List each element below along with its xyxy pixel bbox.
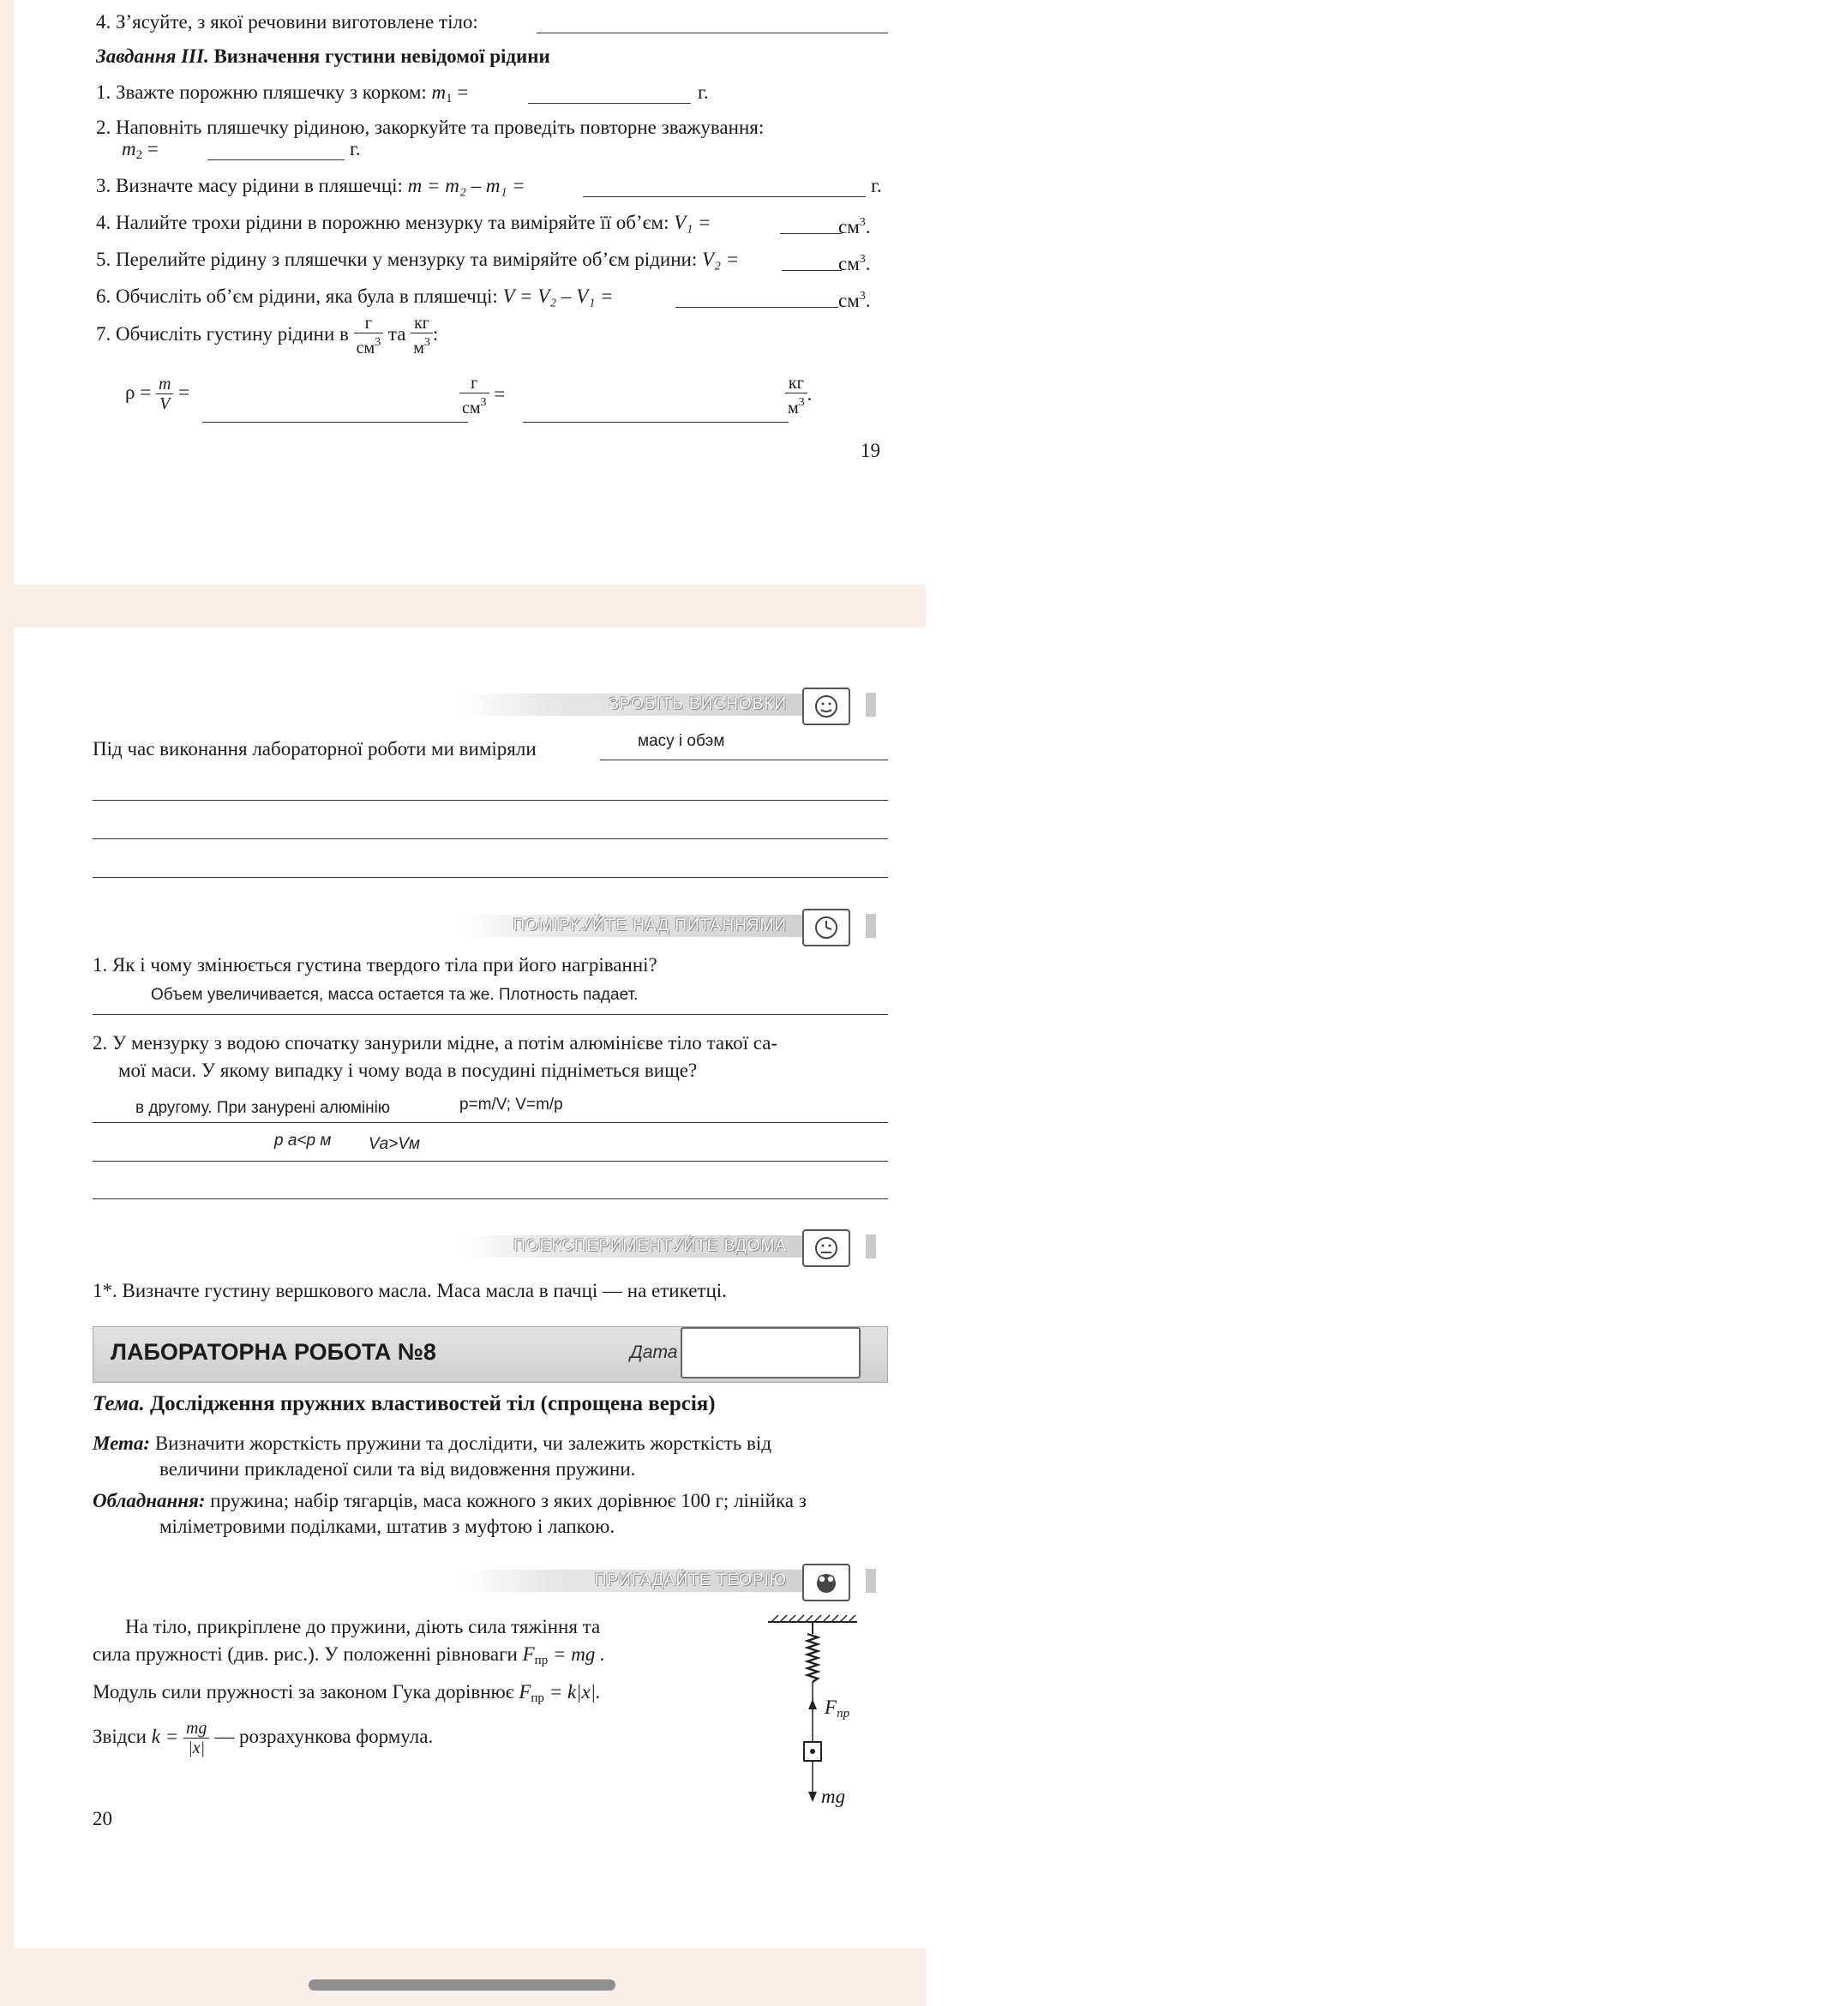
rho-kgm3-line[interactable] bbox=[523, 422, 789, 423]
theory-line1: На тіло, прикріплене до пружини, діють сила тяжіння та bbox=[125, 1616, 601, 1637]
unit-gcm3: $\frac{г}{см^3}$ = bbox=[459, 374, 505, 417]
question-2-answer-formula: p=m/V; V=m/p bbox=[459, 1096, 563, 1114]
glasses-face-icon bbox=[802, 1564, 850, 1601]
unit-cm3: $см^3$. bbox=[838, 216, 871, 237]
page-number: 19 bbox=[861, 440, 880, 461]
answer-line[interactable] bbox=[93, 1014, 888, 1015]
equipment-line2: міліметровими поділками, штатив з муфтою і лапкою. bbox=[159, 1516, 615, 1537]
question-2-answer-volume: Vа>Vм bbox=[369, 1135, 421, 1153]
banner-end bbox=[866, 693, 876, 717]
theory-line3: Модуль сили пружності за законом Гука дорівнює $F_{пр} = k|x|$. bbox=[93, 1681, 601, 1705]
unit-g: г. bbox=[350, 138, 361, 159]
topic: Тема. Дослідження пружних властивостей тіл (спрощена версія) bbox=[93, 1392, 716, 1415]
question-2-answer: в другому. При занурені алюмінію bbox=[135, 1099, 391, 1117]
step-2: 2. Наповніть пляшечку рідиною, закоркуйте та проведіть повторне зважування: bbox=[96, 117, 765, 138]
banner-end bbox=[866, 914, 876, 938]
spring-figure bbox=[751, 1613, 871, 1811]
clock-face-icon bbox=[802, 909, 850, 946]
conclusion-answer: масу і обэм bbox=[638, 732, 725, 750]
answer-line[interactable] bbox=[93, 1161, 888, 1162]
step-5: 5. Перелийте рідину з пляшечки у мензурку та виміряйте об’єм рідини: V₂ = bbox=[96, 249, 740, 270]
theory-line4: Звідси k = $\frac{mg}{|x|}$ — розрахункова формула. bbox=[93, 1719, 434, 1758]
step-3: 3. Визначте масу рідини в пляшечці: m = m₂ – m₁ = bbox=[96, 175, 525, 196]
page-20 bbox=[14, 628, 926, 1948]
question-2-line2: мої маси. У якому випадку і чому вода в посудині підніметься вище? bbox=[118, 1060, 698, 1081]
thinking-face-icon bbox=[802, 688, 850, 725]
left-margin-strip bbox=[0, 0, 14, 2006]
question-2-answer-density: р а<р м bbox=[274, 1132, 332, 1150]
density-formula: ρ = $\frac{m}{V}$ = bbox=[125, 375, 190, 414]
answer-line[interactable] bbox=[93, 1122, 888, 1123]
conclusion-line[interactable] bbox=[93, 800, 888, 801]
item-4: 4. З’ясуйте, з якої речовини виготовлене тіло: bbox=[96, 11, 478, 33]
spring-force-label: $F_{пр}$ bbox=[825, 1697, 850, 1721]
v2-input-line[interactable] bbox=[782, 270, 842, 271]
v1-input-line[interactable] bbox=[780, 233, 842, 234]
page-19 bbox=[14, 0, 926, 585]
unit-cm3: $см^3$. bbox=[838, 253, 871, 274]
conclusion-text: Під час виконання лабораторної роботи ми виміряли bbox=[93, 738, 537, 760]
experiment-banner: ПОЕКСПЕРИМЕНТУЙТЕ ВДОМА bbox=[459, 1235, 819, 1258]
answer-line[interactable] bbox=[93, 1198, 888, 1199]
question-2-line1: 2. У мензурку з водою спочатку занурили мідне, а потім алюмінієве тіло такої са- bbox=[93, 1032, 778, 1054]
home-task: 1*. Визначте густину вершкового масла. Маса масла в пачці — на етикетці. bbox=[93, 1280, 727, 1301]
m-input-line[interactable] bbox=[583, 196, 866, 197]
step-4: 4. Налийте трохи рідини в порожню мензурку та виміряйте її об’єм: V₁ = bbox=[96, 212, 711, 233]
conclusions-banner: ЗРОБІТЬ ВИСНОВКИ bbox=[459, 694, 819, 716]
goal-line1: Мета: Визначити жорсткість пружини та дослідити, чи залежить жорсткість від bbox=[93, 1432, 771, 1454]
m1-input-line[interactable] bbox=[528, 103, 691, 104]
unit-cm3: $см^3$. bbox=[838, 290, 871, 311]
step-7: 7. Обчисліть густину рідини в $\frac{г}{см^3}$ та $\frac{кг}{м^3}$ : bbox=[96, 314, 439, 357]
conclusion-line[interactable] bbox=[93, 877, 888, 878]
experiment-face-icon bbox=[802, 1229, 850, 1267]
v-input-line[interactable] bbox=[675, 307, 838, 308]
bottom-margin bbox=[0, 1948, 926, 2006]
unit-g: г. bbox=[871, 175, 882, 196]
questions-banner: ПОМІРКУЙТЕ НАД ПИТАННЯМИ bbox=[459, 915, 819, 937]
m2-label: $m_2$ = bbox=[122, 138, 159, 162]
page-number: 20 bbox=[93, 1808, 112, 1829]
date-label: Дата bbox=[630, 1342, 678, 1362]
conclusion-line[interactable] bbox=[93, 838, 888, 839]
unit-kgm3: $\frac{кг}{м^3}$ . bbox=[785, 374, 812, 417]
date-field[interactable] bbox=[681, 1327, 861, 1378]
right-blank-area bbox=[926, 0, 1848, 2006]
theory-banner: ПРИГАДАЙТЕ ТЕОРІЮ bbox=[459, 1570, 819, 1592]
page-gap bbox=[0, 585, 926, 628]
banner-end bbox=[866, 1234, 876, 1258]
step-6: 6. Обчисліть об’єм рідини, яка була в пляшечці: V = V₂ – V₁ = bbox=[96, 285, 614, 307]
task3-heading: Завдання III. Визначення густини невідомої рідини bbox=[96, 45, 550, 67]
rho-gcm3-line[interactable] bbox=[202, 422, 468, 423]
equipment-line1: Обладнання: пружина; набір тягарців, маса кожного з яких дорівнює 100 г; лінійка з bbox=[93, 1490, 807, 1511]
step-1: 1. Зважте порожню пляшечку з корком: $m_1$ = bbox=[96, 81, 469, 105]
question-1: 1. Як і чому змінюється густина твердого тіла при його нагріванні? bbox=[93, 954, 657, 976]
lab-title: ЛАБОРАТОРНА РОБОТА №8 bbox=[111, 1339, 436, 1365]
banner-end bbox=[866, 1569, 876, 1593]
unit-g: г. bbox=[698, 81, 709, 103]
horizontal-scrollbar[interactable] bbox=[309, 1979, 615, 1991]
gravity-force-label: mg bbox=[821, 1786, 846, 1807]
goal-line2: величини прикладеної сили та від видовження пружини. bbox=[159, 1458, 636, 1480]
m2-input-line[interactable] bbox=[207, 159, 345, 160]
question-1-answer: Объем увеличивается, масса остается та же. Плотность падает. bbox=[151, 986, 639, 1004]
theory-line2: сила пружності (див. рис.). У положенні рівноваги $F_{пр}$ = mg . bbox=[93, 1643, 605, 1667]
